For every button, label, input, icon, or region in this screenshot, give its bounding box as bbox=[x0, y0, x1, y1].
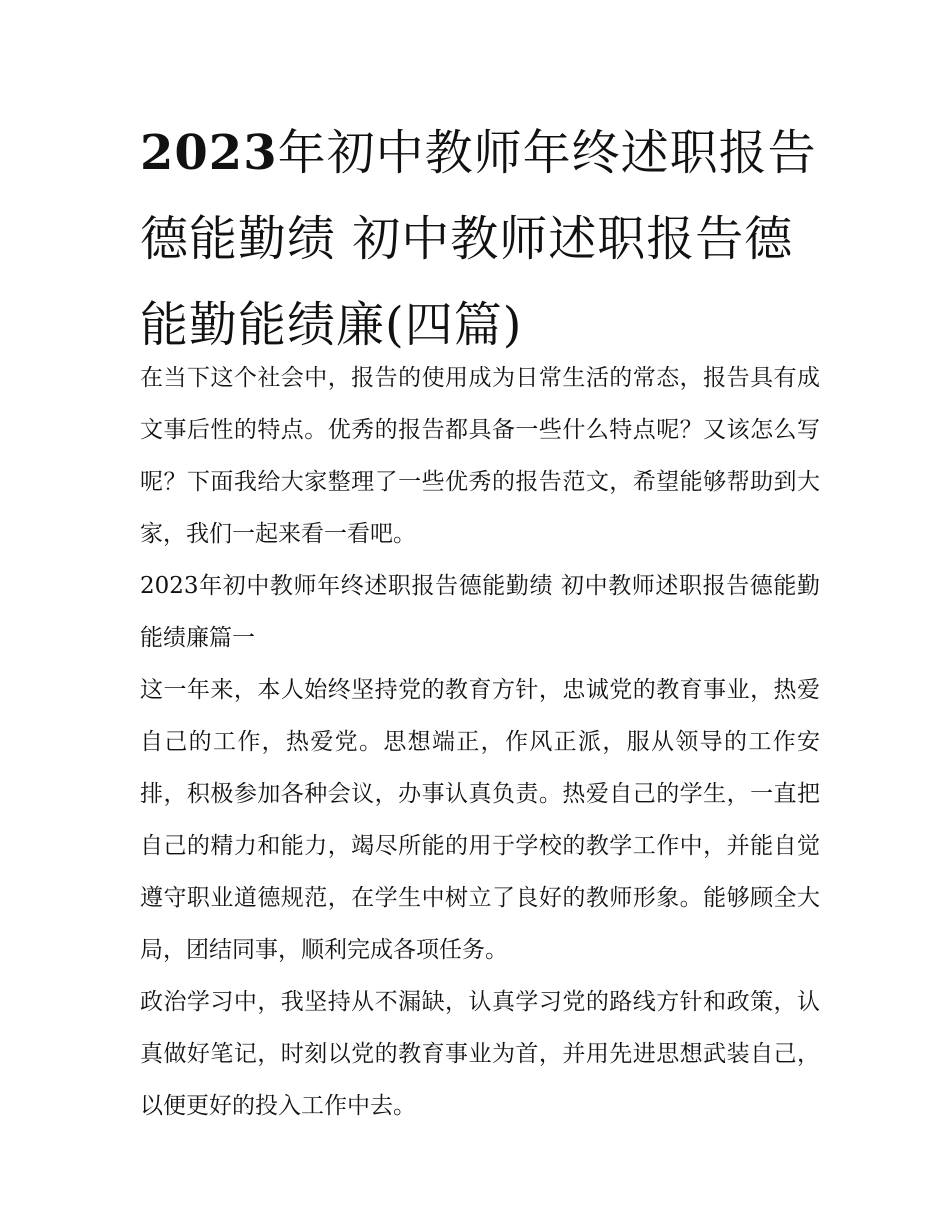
document-title bbox=[140, 110, 820, 368]
title-text: 年初中教师年终述职报告德能勤绩 初中教师述职报告德能勤能绩廉(四篇) bbox=[140, 125, 817, 353]
document-body bbox=[140, 352, 820, 1132]
section-heading: 2023年初中教师年终述职报告德能勤绩 初中教师述职报告德能勤能绩廉篇一 bbox=[140, 573, 820, 651]
intro-paragraph: 在当下这个社会中，报告的使用成为日常生活的常态，报告具有成文事后性的特点。优秀的报告都具备一些什么特点呢？又该怎么写呢？下面我给大家整理了一些优秀的报告范文，希望能够帮助到大家，我们一起来看一看吧。 bbox=[140, 365, 820, 547]
title-year: 2023 bbox=[140, 125, 278, 181]
body-paragraph: 这一年来，本人始终坚持党的教育方针，忠诚党的教育事业，热爱自己的工作，热爱党。思想端正，作风正派，服从领导的工作安排，积极参加各种会议，办事认真负责。热爱自己的学生，一直把自己的精力和能力，竭尽所能的用于学校的教学工作中，并能自觉遵守职业道德规范，在学生中树立了良好的教师形象。能够顾全大局，团结同事，顺利完成各项任务。 bbox=[140, 677, 820, 963]
body-paragraph: 政治学习中，我坚持从不漏缺，认真学习党的路线方针和政策，认真做好笔记，时刻以党的教育事业为首，并用先进思想武装自己，以便更好的投入工作中去。 bbox=[140, 989, 820, 1119]
